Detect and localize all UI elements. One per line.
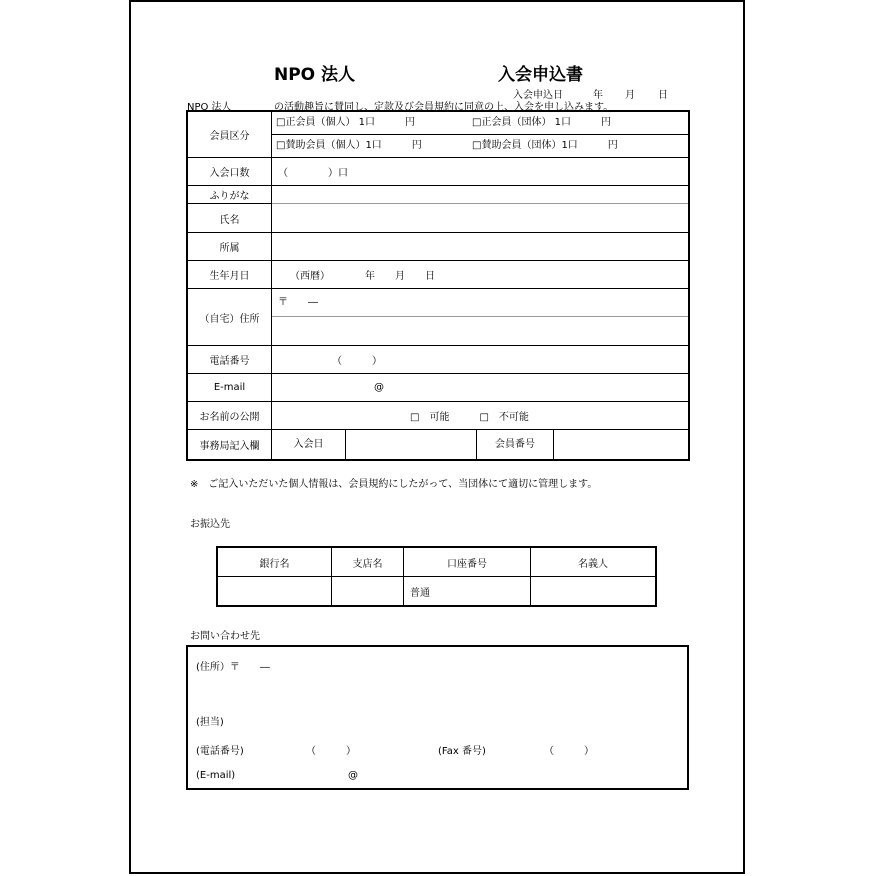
contact-at: @ [348, 770, 358, 781]
name-field[interactable] [272, 204, 690, 233]
bank-header-holder: 名義人 [531, 547, 657, 577]
contact-person: (担当) [196, 717, 224, 728]
name-label: 氏名 [187, 204, 272, 233]
contact-fax: (Fax 番号) [438, 746, 486, 757]
contact-box [186, 645, 689, 790]
birth-label: 生年月日 [187, 261, 272, 289]
address-label: （自宅）住所 [187, 289, 272, 346]
bank-header-account: 口座番号 [404, 547, 531, 577]
bank-name-cell[interactable] [217, 577, 332, 607]
contact-phone-paren: （ ） [306, 746, 356, 757]
privacy-note: ※ ご記入いただいた個人情報は、会員規約にしたがって、当団体にて適切に管理します。 [190, 479, 598, 490]
member-no-label: 会員番号 [477, 430, 554, 459]
bank-header-name: 銀行名 [217, 547, 332, 577]
option-support-group[interactable]: □賛助会員（団体）1口 円 [472, 140, 618, 151]
contact-phone: (電話番号) [196, 746, 244, 757]
contact-address: (住所）〒 ― [196, 662, 270, 673]
form-title: 入会申込書 [498, 65, 583, 85]
phone-field[interactable]: （ ） [272, 346, 690, 374]
membership-label: 会員区分 [187, 111, 272, 158]
bank-account-cell[interactable]: 普通 [404, 577, 531, 607]
furigana-field[interactable] [272, 186, 690, 204]
bank-heading: お振込先 [190, 519, 230, 530]
date-label: 入会申込日 [513, 90, 563, 101]
bank-table [216, 546, 657, 607]
postal-code[interactable]: 〒 ― [272, 289, 688, 317]
office-row [272, 430, 690, 461]
bank-branch-cell[interactable] [332, 577, 404, 607]
join-date-field[interactable] [346, 430, 477, 459]
date-year: 年 [593, 90, 603, 101]
date-month: 月 [625, 90, 635, 101]
membership-options [272, 111, 690, 158]
address-field[interactable] [272, 289, 690, 346]
option-support-individual[interactable]: □賛助会員（個人）1口 円 [276, 140, 422, 151]
birth-field[interactable]: （西暦） 年 月 日 [272, 261, 690, 289]
intro-prefix: NPO 法人 [187, 102, 232, 113]
option-regular-group[interactable]: □正会員（団体） 1口 円 [472, 117, 611, 128]
units-field[interactable]: （ ）口 [272, 158, 690, 186]
office-label: 事務局記入欄 [187, 430, 272, 461]
address-line[interactable] [272, 317, 688, 345]
org-title: NPO 法人 [274, 65, 356, 85]
contact-email: (E-mail) [196, 770, 236, 781]
member-no-field[interactable] [554, 430, 688, 459]
publish-options[interactable]: □ 可能 □ 不可能 [272, 402, 690, 430]
furigana-label: ふりがな [187, 186, 272, 204]
option-regular-individual[interactable]: □正会員（個人） 1口 円 [276, 117, 415, 128]
affiliation-label: 所属 [187, 233, 272, 261]
units-label: 入会口数 [187, 158, 272, 186]
intro-text: の活動趣旨に賛同し、定款及び会員規約に同意の上、入会を申し込みます。 [274, 102, 614, 113]
bank-holder-cell[interactable] [531, 577, 657, 607]
affiliation-field[interactable] [272, 233, 690, 261]
email-label: E-mail [187, 374, 272, 402]
application-form-table [186, 110, 690, 461]
phone-label: 電話番号 [187, 346, 272, 374]
contact-fax-paren: （ ） [544, 746, 594, 757]
contact-heading: お問い合わせ先 [190, 631, 260, 642]
email-field[interactable]: @ [272, 374, 690, 402]
bank-header-branch: 支店名 [332, 547, 404, 577]
date-day: 日 [658, 90, 668, 101]
join-date-label: 入会日 [272, 430, 346, 459]
publish-label: お名前の公開 [187, 402, 272, 430]
